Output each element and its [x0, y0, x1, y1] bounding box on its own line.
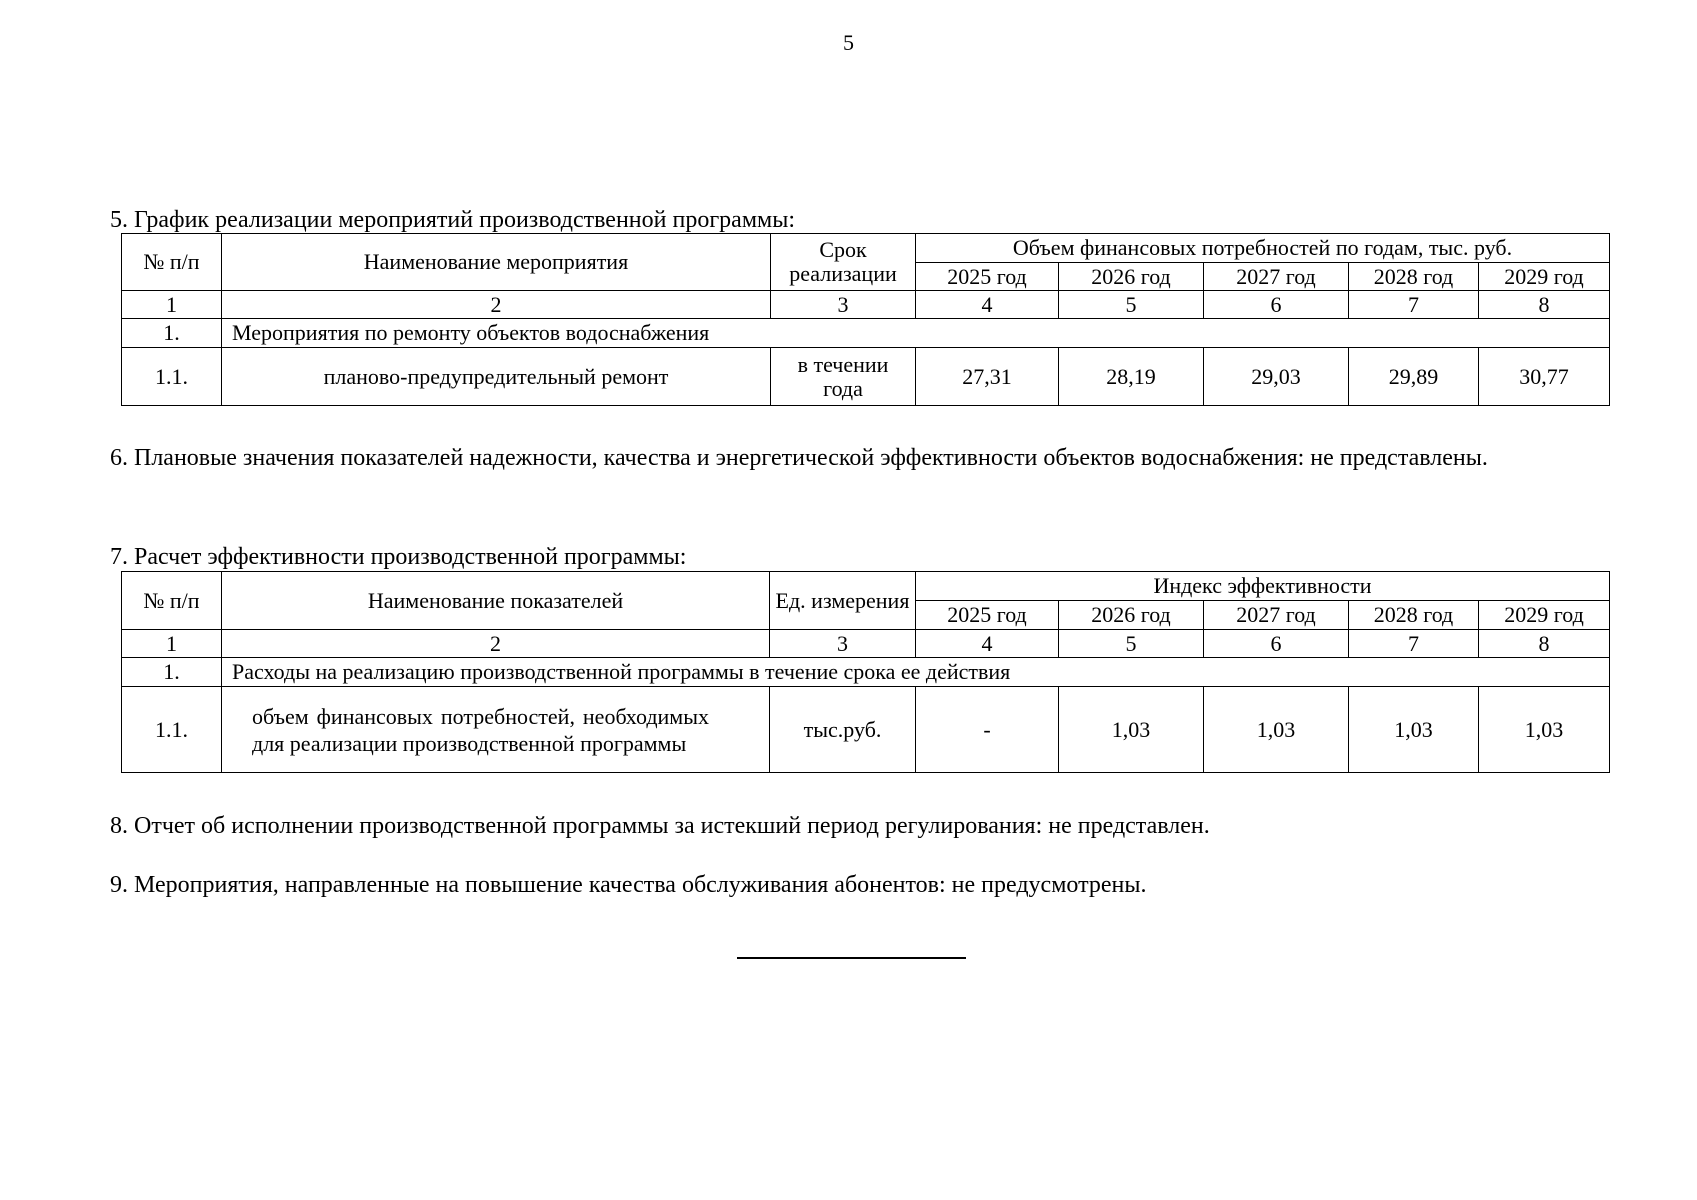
efficiency-table	[121, 571, 1610, 773]
group-name: Мероприятия по ремонту объектов водоснабжения	[222, 319, 1610, 348]
row-value-2025: 27,31	[916, 348, 1059, 406]
column-number: 1	[122, 630, 222, 658]
header-year: 2029 год	[1479, 263, 1610, 291]
header-num: № п/п	[122, 234, 222, 291]
row-num: 1.1.	[122, 348, 222, 406]
header-year: 2025 год	[916, 263, 1059, 291]
column-number: 2	[222, 630, 770, 658]
header-year: 2026 год	[1059, 263, 1204, 291]
page-number: 5	[843, 30, 854, 55]
section-9-text: 9. Мероприятия, направленные на повышение качества обслуживания абонентов: не предусмотрены.	[110, 872, 1147, 898]
header-unit: Ед. измерения	[770, 572, 916, 630]
row-value-2025: -	[916, 687, 1059, 773]
header-activity-name: Наименование мероприятия	[222, 234, 771, 291]
group-num: 1.	[122, 658, 222, 687]
column-number: 8	[1479, 291, 1610, 319]
row-value-2026: 28,19	[1059, 348, 1204, 406]
header-efficiency-index: Индекс эффективности	[916, 572, 1610, 601]
row-value-2027: 1,03	[1204, 687, 1349, 773]
group-num: 1.	[122, 319, 222, 348]
column-number: 5	[1059, 291, 1204, 319]
header-year: 2029 год	[1479, 601, 1610, 630]
row-activity-name: планово-предупредительный ремонт	[222, 348, 771, 406]
column-number: 7	[1349, 630, 1479, 658]
column-number: 2	[222, 291, 771, 319]
column-number: 4	[916, 291, 1059, 319]
section-8-text: 8. Отчет об исполнении производственной программы за истекший период регулирования: не представлен.	[110, 813, 1210, 839]
header-year: 2025 год	[916, 601, 1059, 630]
schedule-table	[121, 233, 1610, 406]
column-number: 3	[771, 291, 916, 319]
row-num: 1.1.	[122, 687, 222, 773]
row-value-2027: 29,03	[1204, 348, 1349, 406]
column-number: 8	[1479, 630, 1610, 658]
row-value-2029: 30,77	[1479, 348, 1610, 406]
end-rule	[737, 957, 966, 959]
header-term: Срок реализации	[771, 234, 916, 291]
header-year: 2027 год	[1204, 263, 1349, 291]
column-number: 1	[122, 291, 222, 319]
row-value-2026: 1,03	[1059, 687, 1204, 773]
header-year: 2027 год	[1204, 601, 1349, 630]
header-financial-volume: Объем финансовых потребностей по годам, тыс. руб.	[916, 234, 1610, 263]
header-year: 2028 год	[1349, 601, 1479, 630]
row-value-2028: 1,03	[1349, 687, 1479, 773]
row-term: в течении года	[771, 348, 916, 406]
section-6-text: 6. Плановые значения показателей надежности, качества и энергетической эффективности объектов водоснабжения: не представлены.	[110, 445, 1488, 471]
group-name: Расходы на реализацию производственной программы в течение срока ее действия	[222, 658, 1610, 687]
header-num: № п/п	[122, 572, 222, 630]
column-number: 3	[770, 630, 916, 658]
row-unit: тыс.руб.	[770, 687, 916, 773]
column-number: 6	[1204, 291, 1349, 319]
header-year: 2028 год	[1349, 263, 1479, 291]
column-number: 6	[1204, 630, 1349, 658]
row-indicator-name: объем финансовых потребностей, необходимых для реализации производственной программы	[222, 687, 770, 773]
section-5-heading: 5. График реализации мероприятий производственной программы:	[110, 207, 795, 233]
row-value-2028: 29,89	[1349, 348, 1479, 406]
column-number: 4	[916, 630, 1059, 658]
row-value-2029: 1,03	[1479, 687, 1610, 773]
section-7-heading: 7. Расчет эффективности производственной программы:	[110, 544, 687, 570]
column-number: 5	[1059, 630, 1204, 658]
header-year: 2026 год	[1059, 601, 1204, 630]
column-number: 7	[1349, 291, 1479, 319]
header-indicator-name: Наименование показателей	[222, 572, 770, 630]
